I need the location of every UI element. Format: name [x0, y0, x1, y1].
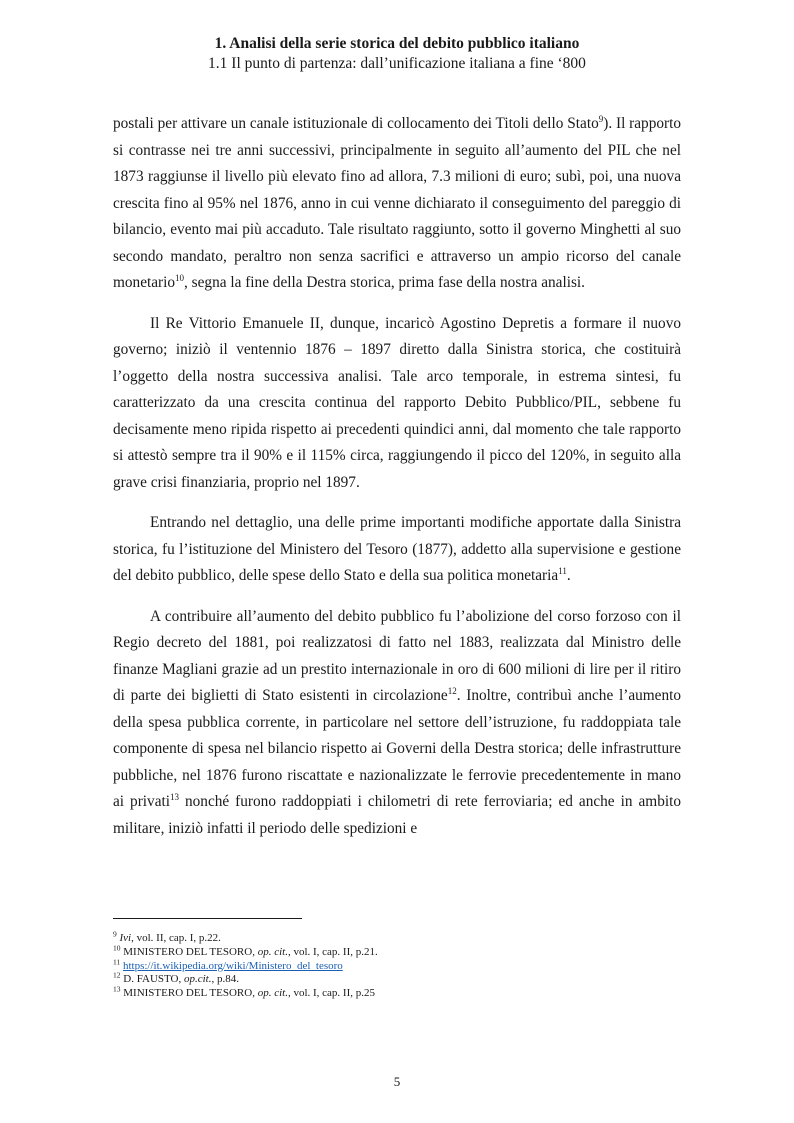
paragraph-2	[113, 311, 681, 497]
footnote-number: 12	[113, 970, 121, 980]
footnote-number: 11	[113, 956, 121, 966]
chapter-title: 1. Analisi della serie storica del debito pubblico italiano	[214, 35, 580, 52]
paragraph-4	[113, 604, 681, 843]
section-title: 1.1 Il punto di partenza: dall’unificazione italiana a fine ‘800	[208, 55, 586, 72]
text-run: postali per attivare un canale istituzionale di collocamento dei Titoli dello Stato	[113, 115, 599, 132]
footnotes	[113, 929, 681, 1001]
footnote-link[interactable]: https://it.wikipedia.org/wiki/Ministero_del_tesoro	[122, 959, 343, 972]
text-run: MINISTERO DEL TESORO,	[123, 987, 258, 1000]
footnote-number: 9	[113, 929, 117, 939]
text-run: Il Re Vittorio Emanuele II, dunque, incaricò Agostino Depretis a formare il nuovo governo; iniziò il ventennio 1876 – 1897 diretto dalla Sinistra storica, che costituirà l’oggetto della nostra successiva analisi. Tale arco temporale, in estrema sintesi, fu caratterizzato da una crescita continua del rapporto Debito Pubblico/PIL, sebbene fu decisamente meno ripida rispetto ai precedenti quindici anni, dal momento che tale rapporto si attestò sempre tra il 90% e il 115% circa, raggiungendo il picco del 120%, in seguito alla grave crisi finanziaria, proprio nel 1897.	[113, 314, 681, 491]
footnote-12	[113, 970, 681, 987]
footnote-ref: 10	[175, 272, 185, 283]
italic-text: op. cit.	[257, 945, 288, 958]
text-run: .	[566, 567, 571, 584]
text-run: , p.84.	[211, 973, 239, 986]
text-run: nonché furono raddoppiati i chilometri di rete ferroviaria; ed anche in ambito militare, iniziò infatti il periodo delle spedizioni e	[113, 793, 681, 837]
paragraph-3	[113, 510, 681, 590]
text-run: A contribuire all’aumento del debito pubblico fu l’abolizione del corso forzoso con il Regio decreto del 1881, poi realizzatosi di fatto nel 1883, realizzata dal Ministro delle finanze Magliani grazie ad un prestito internazionale in oro di 600 milioni di lire per il ritiro di parte dei biglietti di Stato esistenti in circolazione	[113, 607, 681, 704]
text-run: Entrando nel dettaglio, una delle prime importanti modifiche apportate dalla Sinistra storica, fu l’istituzione del Ministero del Tesoro (1877), addetto alla supervisione e gestione del debito pubblico, delle spese dello Stato e della sua politica monetaria	[113, 514, 681, 584]
footnote-13	[113, 984, 681, 1001]
footnote-number: 13	[113, 984, 121, 994]
text-run: ). Il rapporto si contrasse nei tre anni successivi, principalmente in seguito all’aumento del PIL che nel 1873 raggiunse il livello più elevato fino ad allora, 7.3 milioni di euro; subì, poi, una nuova crescita fino al 95% nel 1876, anno in cui venne dichiarato il conseguimento del pareggio di bilancio, evento mai più accaduto. Tale risultato raggiunto, sotto il governo Minghetti al suo secondo mandato, peraltro non senza sacrifici e attraverso un ampio ricorso del canale monetario	[113, 115, 681, 291]
page-number: 5	[393, 1074, 401, 1089]
footnote-ref: 12	[447, 685, 457, 696]
body-text	[113, 111, 681, 856]
paragraph-1	[113, 111, 681, 297]
footnote-ref: 11	[558, 565, 567, 576]
footnote-10	[113, 943, 681, 960]
footnote-ref: 13	[169, 791, 179, 802]
footnote-11	[113, 956, 681, 974]
text-run: , vol. II, cap. I, p.22.	[131, 932, 221, 944]
footnote-ref: 9	[598, 113, 604, 124]
text-run: D. FAUSTO,	[123, 973, 184, 986]
text-run: , vol. I, cap. II, p.21.	[287, 945, 378, 958]
running-header	[0, 34, 794, 74]
text-run: . Inoltre, contribuì anche l’aumento della spesa pubblica corrente, in particolare nel settore dell’istruzione, fu raddoppiata tale componente di spesa nel bilancio rispetto ai Governi della Destra storica; delle infrastrutture pubbliche, nel 1876 furono riscattate e nazionalizzate le ferrovie precedentemente in mano ai privati	[113, 687, 681, 810]
text-run: , vol. I, cap. II, p.25	[287, 987, 376, 1000]
italic-text: op.cit.	[183, 973, 212, 986]
text-run: , segna la fine della Destra storica, prima fase della nostra analisi.	[184, 274, 585, 291]
footnote-separator	[113, 918, 302, 919]
italic-text: Ivi	[119, 932, 132, 944]
footnote-9	[113, 929, 681, 946]
text-run: MINISTERO DEL TESORO,	[123, 945, 258, 958]
footnote-number: 10	[113, 943, 121, 953]
italic-text: op. cit.	[257, 987, 288, 1000]
